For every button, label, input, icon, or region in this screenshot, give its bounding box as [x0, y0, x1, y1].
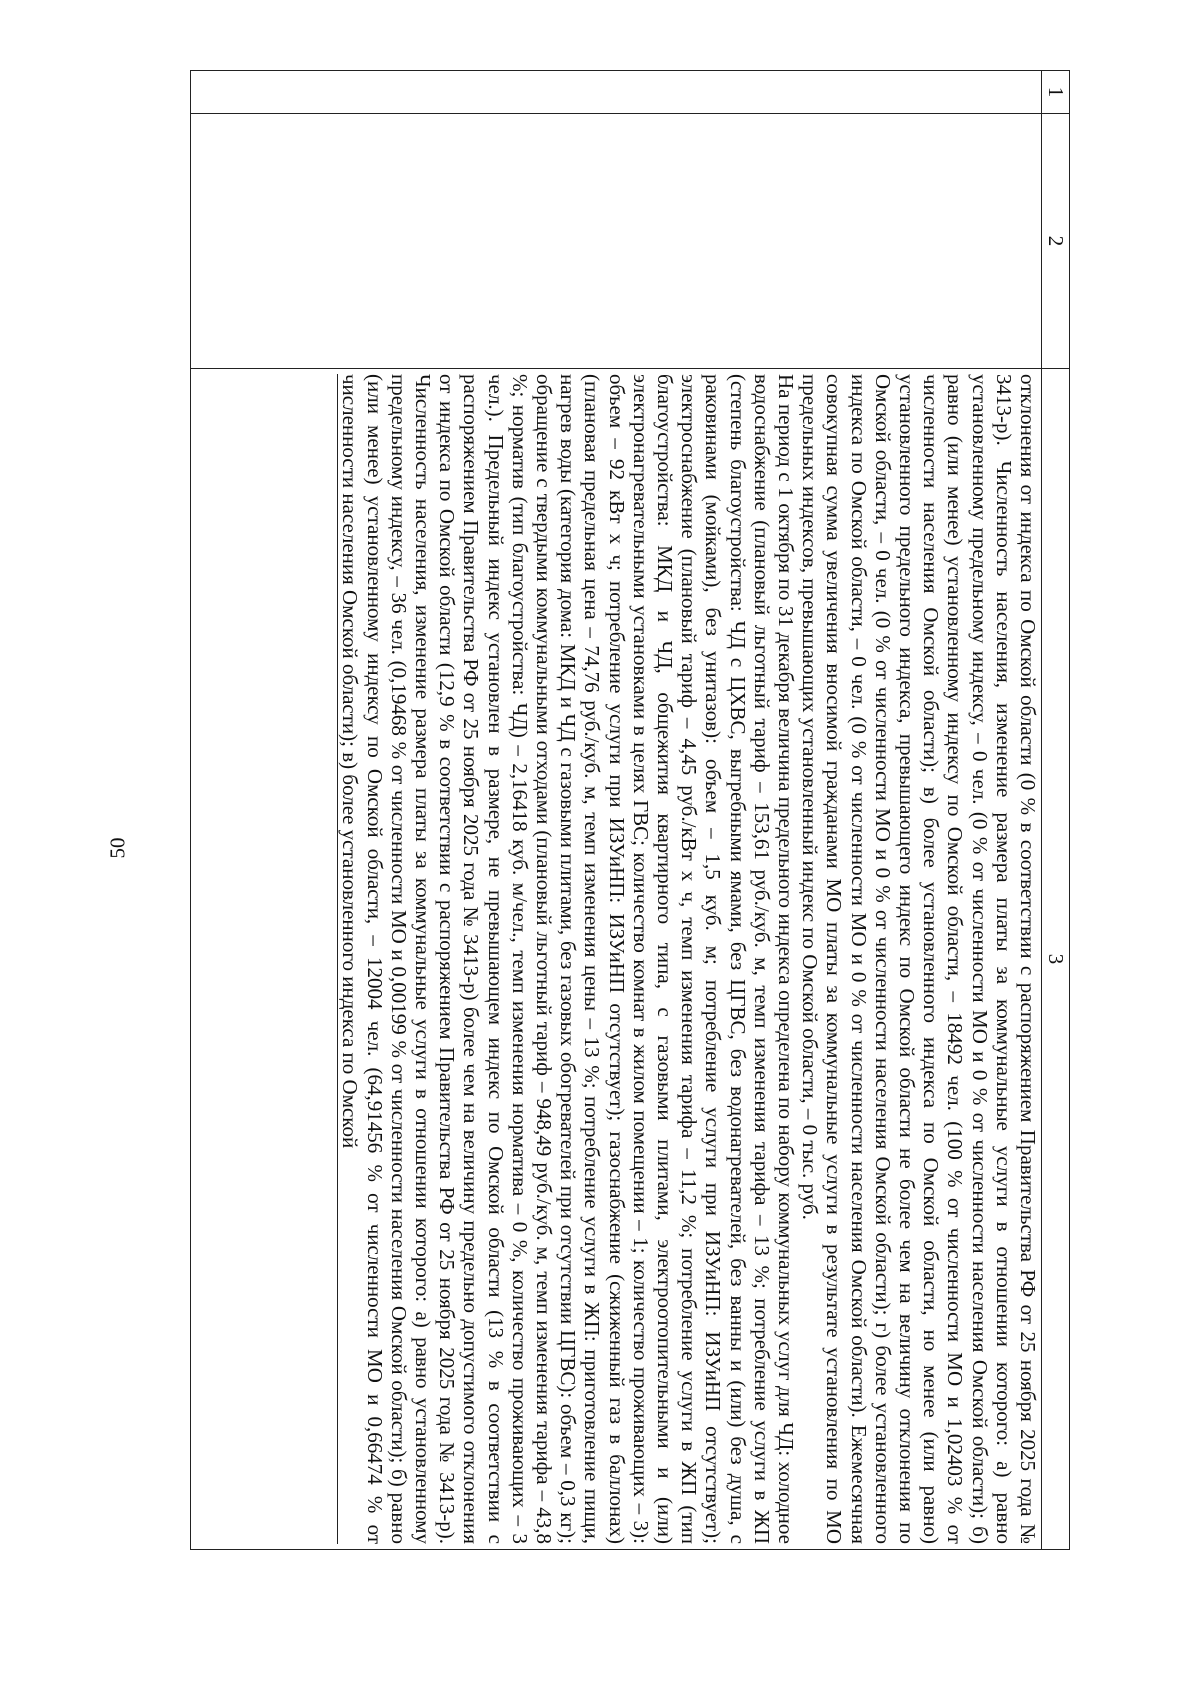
- table-header-row: [1042, 71, 1070, 1550]
- paragraph-2: На период с 1 октября по 31 декабря величина предельного индекса определена по набору коммунальных услуг для ЧД: холодное водоснабжение (плановый льготный тариф – 153,61 руб./куб. м, темп изменения тарифа – 13 %; потребление услуги в ЖП (степень благоустройства: ЧД с ЦХВС, выгребными ямами, без ЦГВС, без водонагревателей, без ванны и (или) без душа, с раковинами (мойками), без унитазов): объем – 1,5 куб. м; потребление услуги при ИЗУиНП: ИЗУиНП отсутствует); электроснабжение (плановый тариф – 4,45 руб./кВт х ч, темп изменения тарифа – 11,2 %; потребление услуги в ЖП (тип благоустройства: МКД и ЧД, общежития квартирного типа, с газовыми плитами, электроотопительными и (или) электронагревательными установками в целях ГВС; количество комнат в жилом помещении – 1; количество проживающих – 3): объем – 92 кВт х ч; потребление услуги при ИЗУиНП: ИЗУиНП отсутствует); газоснабжение (сжиженный газ в баллонах) (плановая предельная цена – 74,76 руб./куб. м, темп изменения цены – 13 %; потребление услуги в ЖП: приготовление пищи, нагрев воды (категория дома: МКД и ЧД с газовыми плитами, без газовых обогревателей при отсутствии ЦГВС): объем – 0,3 кг); обращение с твердыми коммунальными отходами (плановый льготный тариф – 948,49 руб./куб. м, темп изменения тарифа – 43,8 %; норматив (тип благоустройства: ЧД) – 2,16418 куб. м/чел., темп изменения норматива – 0 %, количество проживающих – 3 чел.). Предельный индекс установлен в размере, не превышающем индекс по Омской области (13 % в соответствии с распоряжением Правительства РФ от 25 ноября 2025 года № 3413-р) более чем на величину предельно допустимого отклонения от индекса по Омской области (12,9 % в соответствии с распоряжением Правительства РФ от 25 ноября 2025 года № 3413-р). Численность населения, изменение размера платы за коммунальные услуги в отношении которого: а) равно установленному предельному индексу, – 36 чел. (0,19468 % от численности МО и 0,00199 % от численности населения Омской области); б) равно (или менее) установленному индексу по Омской области, – 12004 чел. (64,91456 % от численности МО и 0,66474 % от численности населения Омской области); в) более установленного индекса по Омской: [338, 374, 798, 1544]
- table-row: [191, 71, 1042, 1550]
- cell-text: [337, 369, 1041, 1549]
- page-number: 50: [105, 837, 130, 859]
- column-header-1: 1: [1042, 71, 1070, 114]
- cell-col-2: [191, 114, 1042, 369]
- column-header-2: 2: [1042, 114, 1070, 369]
- column-header-3: 3: [1042, 369, 1070, 1550]
- rotated-page-content: [185, 70, 1070, 1550]
- paragraph-1: отклонения от индекса по Омской области (0 % в соответствии с распоряжением Правительства РФ от 25 ноября 2025 года № 3413-р). Численность населения, изменение размера платы за коммунальные услуги в отношении которого: а) равно установленному предельному индексу, – 0 чел. (0 % от численности МО и 0 % от численности населения Омской области); б) равно (или менее) установленному индексу по Омской области, – 18492 чел. (100 % от численности МО и 1,02403 % от численности населения Омской области); в) более установленного индекса по Омской области, но менее (или равно) установленного предельного индекса, превышающего индекс по Омской области не более чем на величину отклонения по Омской области, – 0 чел. (0 % от численности МО и 0 % от численности населения Омской области); г) более установленного индекса по Омской области, – 0 чел. (0 % от численности МО и 0 % от численности населения Омской области). Ежемесячная совокупная сумма увеличения вносимой гражданами МО платы за коммунальные услуги в результате установления по МО предельных индексов, превышающих установленный индекс по Омской области, – 0 тыс. руб.: [798, 374, 1040, 1544]
- cell-col-1: [191, 71, 1042, 114]
- document-table: [190, 70, 1070, 1550]
- cell-col-3: [191, 369, 1042, 1550]
